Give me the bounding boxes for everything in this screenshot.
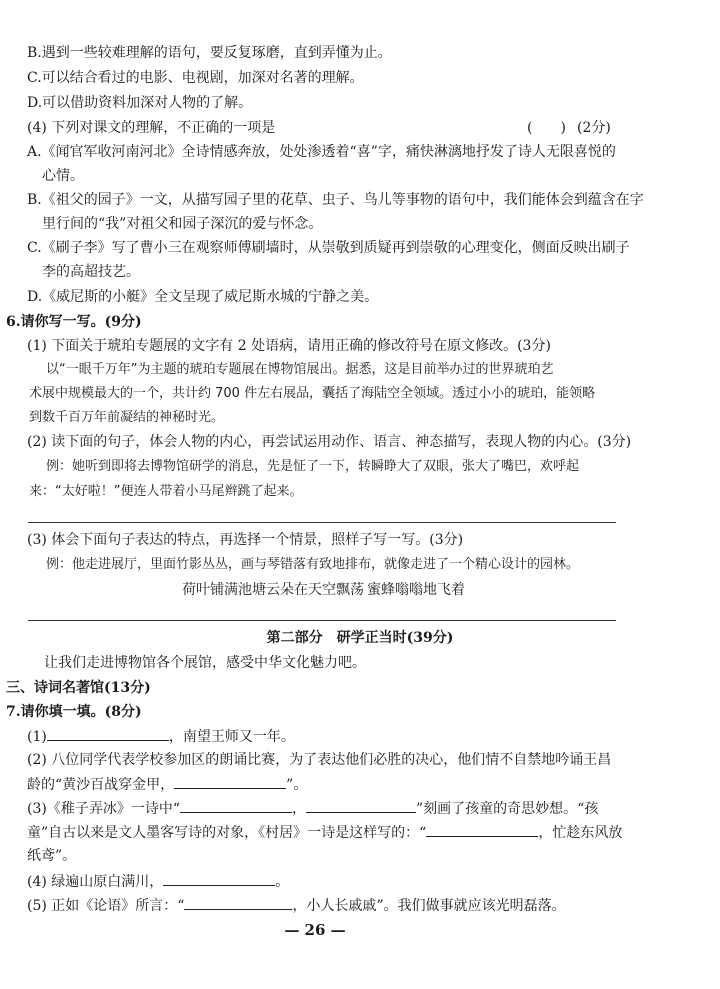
q7-4 bbox=[27, 871, 289, 892]
q7-title: 7.请你填一填。(8分) bbox=[6, 704, 142, 720]
q7-4-text-post: 。 bbox=[275, 874, 290, 890]
q5-4-option-c-line2: 李的高超技艺。 bbox=[42, 264, 140, 280]
q5-4-score: (2分) bbox=[577, 120, 611, 136]
q6-2-example-line1: 例：她听到即将去博物馆研学的消息，先是怔了一下，转瞬睁大了双眼，张大了嘴巴，欢呼起 bbox=[46, 459, 580, 474]
q7-2-line1: (2) 八位同学代表学校参加区的朗诵比赛，为了表达他们必胜的决心，他们情不自禁地吟诵王昌 bbox=[27, 752, 612, 768]
q6-3-choice-2: 云朵在天空飘荡 bbox=[266, 582, 364, 598]
q7-5 bbox=[27, 895, 566, 916]
q5-4-option-b-line1: B.《祖父的园子》一文，从描写园子里的花草、虫子、鸟儿等事物的语句中，我们能体会到蕴含在字 bbox=[27, 192, 644, 208]
q6-title: 6.请你写一写。(9分) bbox=[6, 314, 142, 330]
q5-4-option-a-line2: 心情。 bbox=[42, 168, 84, 184]
q6-1-passage-line2: 术展中规模最大的一个，共计约 700 件左右展品，囊括了海陆空全领域。透过小小的琥珀，能领略 bbox=[29, 386, 596, 401]
q7-5-text-pre: (5) 正如《论语》所言：“ bbox=[27, 898, 185, 914]
q7-1-label: (1) bbox=[27, 729, 47, 745]
q5-option-b: B.遇到一些较难理解的语句，要反复琢磨，直到弄懂为止。 bbox=[27, 45, 392, 61]
fill-blank[interactable] bbox=[306, 798, 416, 813]
q7-3-comma: ， bbox=[292, 801, 306, 817]
fill-blank[interactable] bbox=[180, 798, 292, 813]
fill-blank[interactable] bbox=[163, 871, 275, 886]
q6-1-stem: (1) 下面关于琥珀专题展的文字有 2 处语病，请用正确的修改符号在原文修改。(3分) bbox=[27, 338, 551, 354]
fill-blank[interactable] bbox=[47, 726, 169, 741]
q5-4-stem: (4) 下列对课文的理解，不正确的一项是 bbox=[27, 120, 276, 136]
q6-2-answer-line[interactable] bbox=[28, 522, 616, 523]
q6-3-example: 例：他走进展厅，里面竹影丛丛，画与琴错落有致地排布，就像走进了一个精心设计的园林。 bbox=[46, 557, 580, 572]
q7-3-line1 bbox=[27, 798, 598, 819]
q7-3b-text-pre: 童”自古以来是文人墨客写诗的对象，《村居》一诗是这样写的：“ bbox=[27, 825, 427, 841]
q7-3-text-post: ”刻画了孩童的奇思妙想。“孩 bbox=[416, 801, 599, 817]
q5-4-option-b-line2: 里行间的“我”对祖父和园子深沉的爱与怀念。 bbox=[42, 216, 323, 232]
q7-5-text-post: ，小人长戚戚”。我们做事就应该光明磊落。 bbox=[292, 898, 566, 914]
q7-3-line3: 纸鸢”。 bbox=[27, 848, 77, 864]
fill-blank[interactable] bbox=[174, 774, 286, 789]
q7-1-text: ，南望王师又一年。 bbox=[168, 729, 295, 745]
q6-2-example-line2: 来：“太好啦！”便连人带着小马尾辫跳了起来。 bbox=[29, 484, 303, 499]
q5-4-option-a-line1: A.《闻官军收河南河北》全诗情感奔放，处处渗透着“喜”字，痛快淋漓地抒发了诗人无限喜悦的 bbox=[27, 144, 616, 160]
q6-2-stem: (2) 读下面的句子，体会人物的内心，再尝试运用动作、语言、神态描写，表现人物的内心。(3分) bbox=[27, 434, 632, 450]
q7-2-line2 bbox=[27, 774, 307, 795]
q7-4-text-pre: (4) 绿遍山原白满川， bbox=[27, 874, 164, 890]
q6-3-choice-3: 蜜蜂嗡嗡地飞着 bbox=[367, 582, 465, 598]
q7-1 bbox=[27, 726, 295, 747]
part2-intro: 让我们走进博物馆各个展馆，感受中华文化魅力吧。 bbox=[44, 655, 366, 671]
answer-bracket[interactable]: ( ) bbox=[527, 120, 566, 136]
q7-3-text-pre: (3)《稚子弄冰》一诗中“ bbox=[27, 801, 180, 817]
q6-1-passage-line3: 到数千百万年前凝结的神秘时光。 bbox=[29, 410, 225, 425]
section3-title: 三、诗词名著馆(13分) bbox=[6, 680, 151, 696]
q7-3-line2 bbox=[27, 822, 622, 843]
q6-1-passage-line1: 以“一眼千万年”为主题的琥珀专题展在博物馆展出。据悉，这是目前举办过的世界琥珀艺 bbox=[46, 362, 554, 377]
q5-4-option-d: D.《威尼斯的小艇》全文呈现了威尼斯水城的宁静之美。 bbox=[27, 289, 379, 305]
q5-option-c: C.可以结合看过的电影、电视剧，加深对名著的理解。 bbox=[27, 70, 364, 86]
q6-3-answer-line[interactable] bbox=[28, 620, 616, 621]
q7-2-text-post: ”。 bbox=[286, 777, 308, 793]
fill-blank[interactable] bbox=[426, 822, 538, 837]
q5-option-d: D.可以借助资料加深对人物的了解。 bbox=[27, 95, 253, 111]
page-number: — 26 — bbox=[284, 921, 346, 939]
q6-3-choice-1: 荷叶铺满池塘 bbox=[182, 582, 266, 598]
q7-2-text-pre: 龄的“黄沙百战穿金甲， bbox=[27, 777, 175, 793]
q6-3-stem: (3) 体会下面句子表达的特点，再选择一个情景，照样子写一写。(3分) bbox=[27, 532, 464, 548]
q7-3b-text-post: ，忙趁东风放 bbox=[538, 825, 623, 841]
part2-heading: 第二部分 研学正当时(39分) bbox=[266, 630, 454, 646]
fill-blank[interactable] bbox=[184, 895, 292, 910]
q5-4-option-c-line1: C.《刷子李》写了曹小三在观察师傅刷墙时，从崇敬到质疑再到崇敬的心理变化，侧面反映出刷子 bbox=[27, 240, 630, 256]
